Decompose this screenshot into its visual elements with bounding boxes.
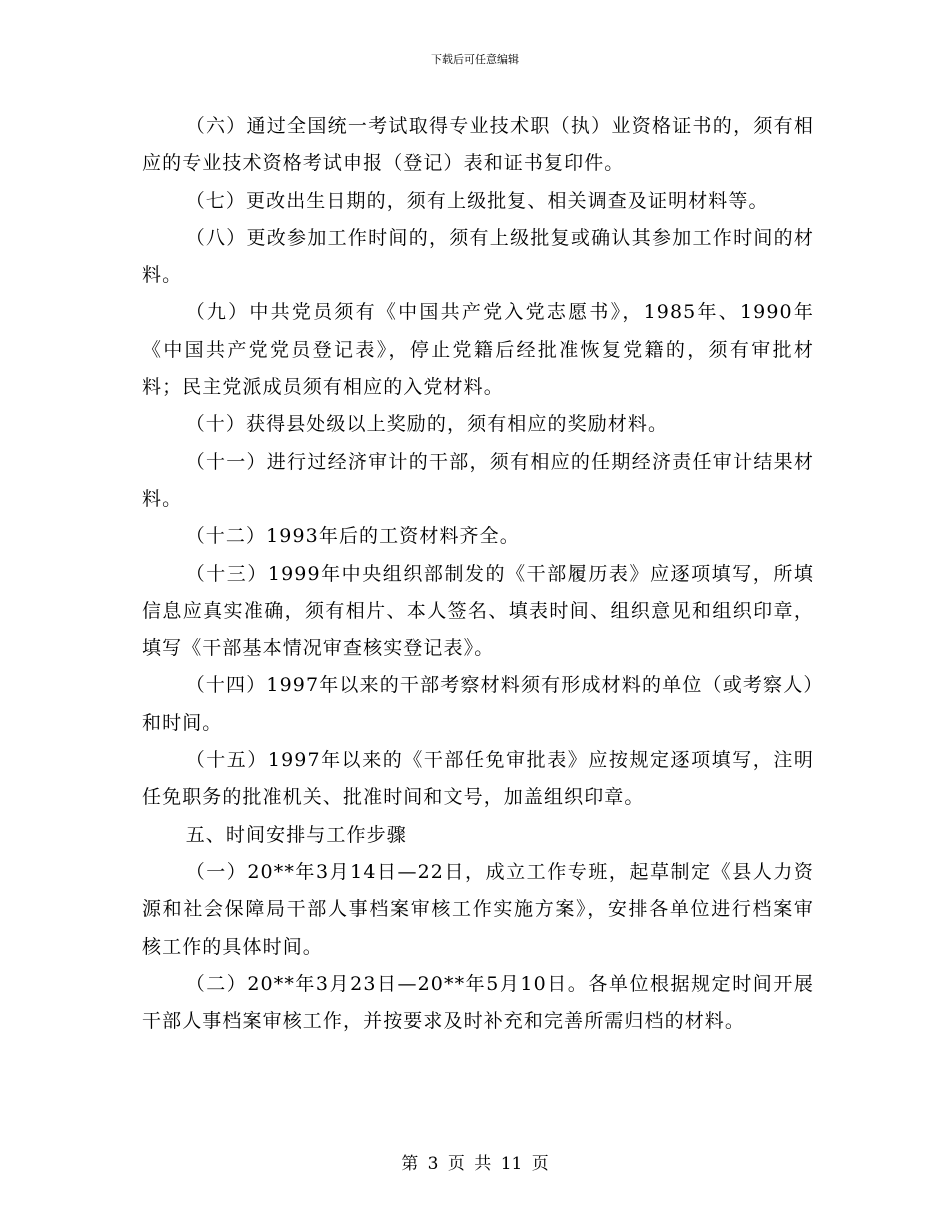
paragraph-item-7: （七）更改出生日期的，须有上级批复、相关调查及证明材料等。 (185, 189, 769, 212)
schedule-step-2: （二）20**年3月23日—20**年5月10日。各单位根据规定时间开展干部人事档案审核工作，并按要求及时补充和完善所需归档的材料。 (142, 972, 814, 1033)
page-header-note: 下载后可任意编辑 (431, 53, 519, 66)
paragraph-item-11: （十一）进行过经济审计的干部，须有相应的任期经济责任审计结果材料。 (142, 450, 814, 510)
document-body (142, 108, 814, 1040)
paragraph-item-8: （八）更改参加工作时间的，须有上级批复或确认其参加工作时间的材料。 (142, 226, 814, 287)
paragraph-item-15: （十五）1997年以来的《干部任免审批表》应按规定逐项填写，注明任免职务的批准机关、批准时间和文号，加盖组织印章。 (142, 749, 814, 809)
paragraph-item-12: （十二）1993年后的工资材料齐全。 (185, 525, 520, 548)
paragraph-item-13: （十三）1999年中央组织部制发的《干部履历表》应逐项填写，所填信息应真实准确，须有相片、本人签名、填表时间、组织意见和组织印章，填写《干部基本情况审查核实登记表》。 (142, 562, 814, 660)
paragraph-item-14: （十四）1997年以来的干部考察材料须有形成材料的单位（或考察人）和时间。 (142, 674, 814, 734)
page-number-footer: 第 3 页 共 11 页 (401, 1154, 549, 1174)
section-heading-five: 五、时间安排与工作步骤 (185, 823, 407, 846)
paragraph-item-9: （九）中共党员须有《中国共产党入党志愿书》，1985年、1990年《中国共产党党员登记表》，停止党籍后经批准恢复党籍的，须有审批材料；民主党派成员须有相应的入党材料。 (142, 301, 814, 399)
schedule-step-1: （一）20**年3月14日—22日，成立工作专班，起草制定《县人力资源和社会保障局干部人事档案审核工作实施方案》，安排各单位进行档案审核工作的具体时间。 (142, 860, 814, 958)
paragraph-item-10: （十）获得县处级以上奖励的，须有相应的奖励材料。 (185, 413, 669, 436)
paragraph-item-6: （六）通过全国统一考试取得专业技术职（执）业资格证书的，须有相应的专业技术资格考试申报（登记）表和证书复印件。 (142, 115, 814, 175)
